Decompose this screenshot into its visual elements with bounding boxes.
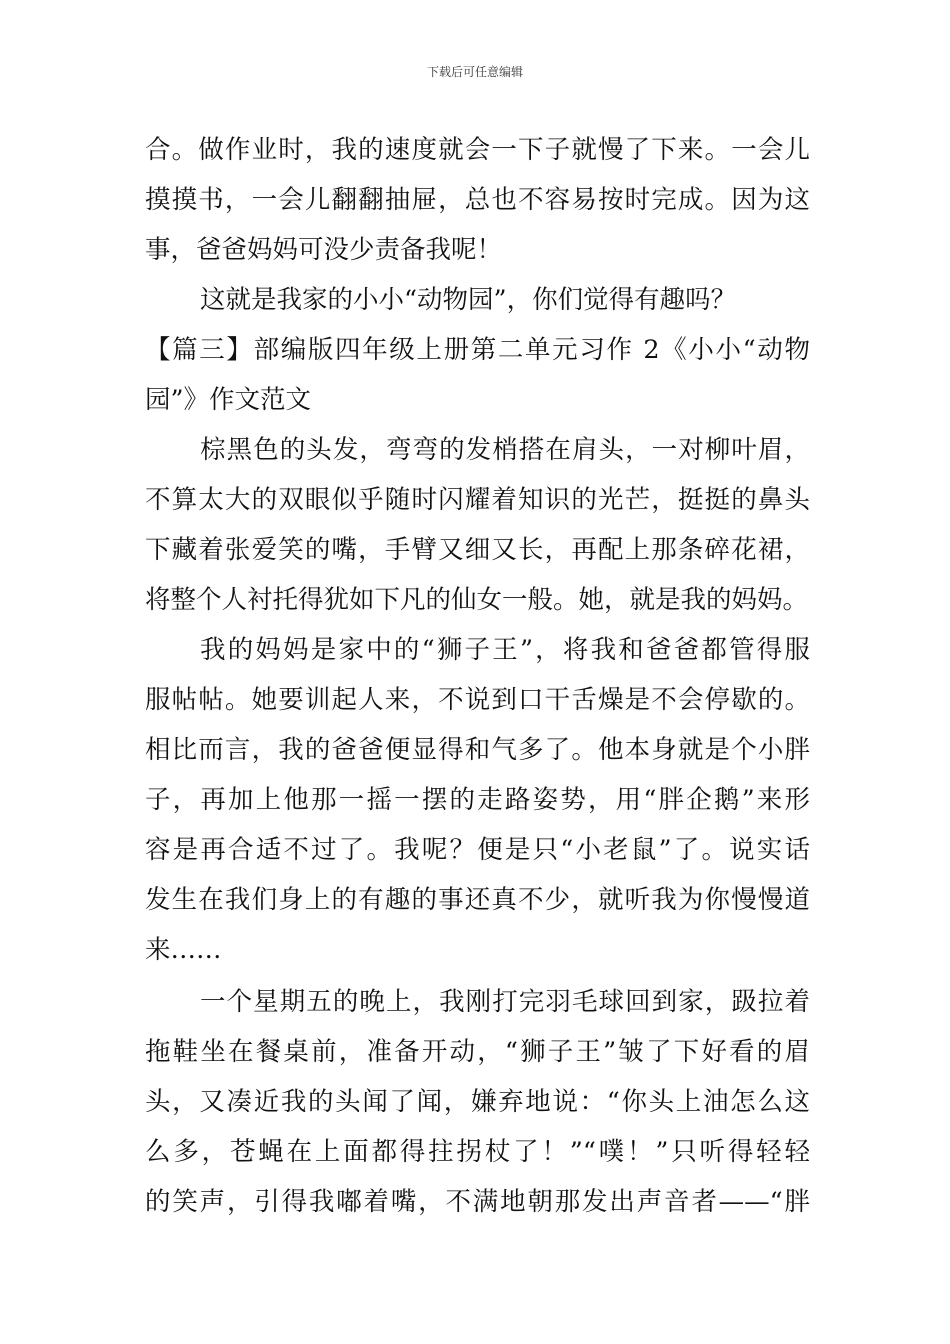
section-heading-line: 园”》作文范文 (145, 385, 312, 415)
text-line: 摸摸书，一会儿翻翻抽屉，总也不容易按时完成。因为这 (145, 185, 810, 215)
text-line: 的笑声，引得我嘟着嘴，不满地朝那发出声音者——“胖 (145, 1187, 810, 1217)
section-heading-line: 【篇三】部编版四年级上册第二单元习作 2《小小“动物 (145, 335, 810, 365)
text-line: 服帖帖。她要训起人来，不说到口干舌燥是不会停歇的。 (145, 685, 810, 715)
text-line: 头，又凑近我的头闻了闻，嫌弃地说：“你头上油怎么这 (145, 1087, 810, 1117)
document-body (145, 125, 810, 1227)
text-line: 将整个人衬托得犹如下凡的仙女一般。她，就是我的妈妈。 (145, 585, 809, 615)
text-line: 合。做作业时，我的速度就会一下子就慢了下来。一会儿 (145, 135, 810, 165)
page-header: 下载后可任意编辑 (426, 65, 523, 79)
text-line: 这就是我家的小小“动物园”，你们觉得有趣吗？ (200, 285, 737, 315)
text-line: 容是再合适不过了。我呢？便是只“小老鼠”了。说实话 (145, 835, 810, 865)
text-line: 来…… (145, 935, 222, 965)
text-line: 么多，苍蝇在上面都得拄拐杖了！”“噗！”只听得轻轻 (145, 1137, 810, 1167)
text-line: 棕黑色的头发，弯弯的发梢搭在肩头，一对柳叶眉， (200, 435, 810, 465)
text-line: 我的妈妈是家中的“狮子王”，将我和爸爸都管得服 (200, 635, 810, 665)
text-line: 发生在我们身上的有趣的事还真不少，就听我为你慢慢道 (145, 885, 810, 915)
text-line: 相比而言，我的爸爸便显得和气多了。他本身就是个小胖 (145, 735, 810, 765)
text-line: 子，再加上他那一摇一摆的走路姿势，用“胖企鹅”来形 (145, 785, 810, 815)
text-line: 不算太大的双眼似乎随时闪耀着知识的光芒，挺挺的鼻头 (145, 485, 810, 515)
text-line: 下藏着张爱笑的嘴，手臂又细又长，再配上那条碎花裙， (145, 535, 810, 565)
text-line: 事，爸爸妈妈可没少责备我呢！ (145, 235, 503, 265)
text-line: 拖鞋坐在餐桌前，准备开动，“狮子王”皱了下好看的眉 (145, 1037, 810, 1067)
text-line: 一个星期五的晚上，我刚打完羽毛球回到家，趿拉着 (200, 987, 810, 1017)
